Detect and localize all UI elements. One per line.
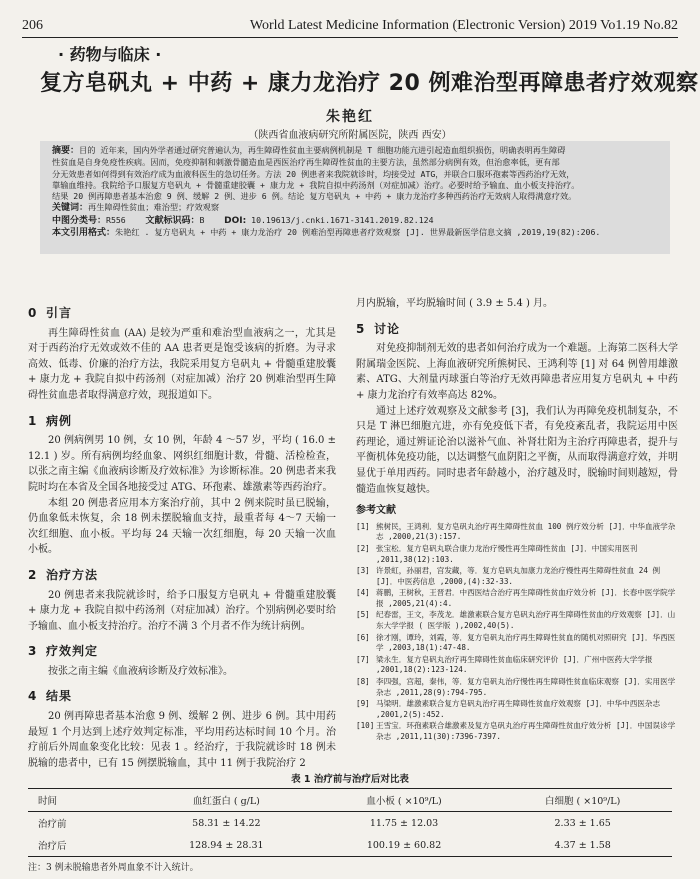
table-header: 白细胞 ( ×10⁹/L) [545,796,621,807]
paragraph: 按张之南主编《血液病诊断及疗效标准》。 [48,665,233,677]
section-tag: · 药物与临床 · [58,45,162,64]
reference-item: [3] 许景虹，孙丽君，宫发藏，等．复方皂矾丸加康力龙治疗慢性再生障碍性贫血 24 例 [J]．中医药信息 ,2000,(4):32-33. [356,566,661,586]
paragraph: 20 例患者来我院就诊时，给予口服复方皂矾丸 + 骨髓重建胶囊 + 康力龙 + 我院自拟中药汤剂（对症加减）治疗。个别病例必要时给予输血、血小板支持治疗。治疗不满 3 个月者不作为统计病例。 [28,589,336,632]
paragraph: 对免疫抑制剂无效的患者如何治疗成为一个难题。上海第二医科大学附属瑞金医院、上海血液研究所熊树民、王鸿利等 [1] 对 64 例曾用雄激素、ATG、大剂量丙球蛋白等治疗无效再障患者应用复方皂矾丸 + 中药 + 康力龙治疗有效率高达 82%。 [356,343,678,401]
paragraph: 20 例再障患者基本治愈 9 例、缓解 2 例、进步 6 例。其中用药最短 1 个月达到上述疗效判定标准，平均用药达标时间 10 个月。治疗前后外周血象变化比较：见表 1 。经治疗，于我院就诊时 18 例未脱输的患者中，已有 15 例摆脱输血，其中 11 例于我院治疗 2 [28,711,336,769]
reference-item: [4] 蒋鹏，王树秋，王晋君．中西医结合治疗再生障碍性贫血疗效分析 [J]．长春中医学院学报 ,2005,21(4):4. [356,588,676,608]
abstract-line: 靠输血维持。我院给予口服复方皂矾丸 + 骨髓重建胶囊 + 康力龙 + 我院自拟中药汤剂（对症加减）治疗。必要时给予输血、血小板支持治疗。 [52,179,580,190]
table-header: 血红蛋白 ( g/L) [192,796,260,807]
table-cell: 治疗前 [38,819,67,830]
table-cell: 58.31 ± 14.22 [192,817,261,829]
abstract-line: 结果 20 例再障患者基本治愈 9 例、缓解 2 例、进步 6 例。结论 复方皂矾丸 + 中药 + 康力龙治疗多种西药治疗无效病人取得满意疗效。 [52,191,577,202]
abstract-line: 分无效患者如何得到有效治疗成为血液科医生的急切任务。方法 20 例患者来我院就诊时，均接受过 ATG，并联合口服环孢素等西药治疗无效， [52,168,575,179]
table-row [28,834,672,857]
abstract-line: 性贫血是自身免疫性疾病。因而，免疫抑制和刺激骨髓造血是西医治疗再生障碍性贫血的主要方法，虽然部分病例有效，但治愈率低，更有部 [52,157,560,168]
author: 朱艳红 [326,109,374,125]
section-heading: 4 结果 [28,689,73,704]
paragraph: 再生障碍性贫血 (AA) 是较为严重和难治型血液病之一，尤其是对于西药治疗无效或效不佳的 AA 患者更是饱受该病的折磨。为寻求高效、低毒、价廉的治疗方法，我院采用复方皂矾丸 + 骨髓重建胶囊 + 康力龙 + 我院自拟中药汤剂（对症加减）治疗 20 例难治型再生障碍性贫血患者取得满意疗效，现报道如下。 [28,327,336,401]
citation-line: 本文引用格式：朱艳红 . 复方皂矾丸 + 中药 + 康力龙治疗 20 例难治型再障患者疗效观察 [J]. 世界最新医学信息文摘 ,2019,19(82):206. [52,227,601,239]
affiliation: （陕西省血液病研究所附属医院，陕西 西安） [248,130,452,141]
paragraph: 月内脱输，平均脱输时间 ( 3.9 ± 5.4 ) 月。 [356,298,554,309]
reference-item: [6] 徐才刚，谭玲，刘霞，等．复方皂矾丸治疗再生障碍性贫血的随机对照研究 [J]．华西医学 ,2003,18(1):47-48. [356,632,676,653]
table-header: 时间 [38,796,58,807]
table-cell: 治疗后 [38,841,67,852]
abstract-label: 摘要： [52,146,80,156]
reference-item: [5] 纪春雷，王文，李茂龙．雄激素联合复方皂矾丸治疗再生障碍性贫血的疗效观察 [J]．山东大学学报 ( 医学版 ),2002,40(5). [356,610,676,631]
reference-item: [1] 熊树民，王鸿利．复方皂矾丸治疗再生障碍性贫血 100 例疗效分析 [J]．中华血液学杂志 ,2000,21(3):157. [356,521,676,542]
reference-item: [2] 张宝松．复方皂矾丸联合康力龙治疗慢性再生障碍性贫血 [J]．中国实用医刊 ,2011,38(12):103. [356,543,638,564]
table-cell: 2.33 ± 1.65 [554,817,611,829]
table-header-row [28,789,672,812]
references-list [356,522,678,743]
classification-line: 中图分类号：R556 文献标识码：B DOI: 10.19613/j.cnki.1671-3141.2019.82.124 [52,214,434,226]
page-number: 206 [22,18,43,33]
paragraph: 本组 20 例患者应用本方案治疗前，其中 2 例来院时虽已脱输，仍血象低未恢复，余 18 例未摆脱输血支持，最重者每 4～7 天输一次红细胞、血小板。平均每 24 天输一次红细胞，每 20 天输一次血小板。 [28,497,336,556]
paragraph: 20 例病例男 10 例，女 10 例，年龄 4 ～57 岁，平均 ( 16.0 ± 12.1 ) 岁。所有病例均经血象、网织红细胞计数，骨髓、活检检查，以张之南主编《血液病诊断及疗效标准》为诊断标准。20 例患者来我院时均在本省及全国各地接受过 ATG、环孢素、雄激素等西药治疗。 [28,435,336,493]
abstract-box [40,141,670,254]
table-row [28,812,672,835]
table-header: 血小板 ( ×10⁹/L) [366,796,442,807]
section-heading: 3 疗效判定 [28,644,99,659]
table-cell: 128.94 ± 28.31 [189,839,264,851]
section-heading: 5 讨论 [356,321,401,336]
table-cell: 100.19 ± 60.82 [366,839,442,851]
reference-item: [9] 马梁明．雄激素联合复方皂矾丸治疗再生障碍性贫血疗效观察 [J]．中华中西医杂志 ,2001,2(5):452. [356,699,661,719]
reference-item: [7] 梁永生．复方皂矾丸治疗再生障碍性贫血临床研究评价 [J]．广州中医药大学学报 ,2001,18(2):123-124. [356,654,653,675]
journal-name: World Latest Medicine Information (Electronic Version) 2019 Vo1.19 No.82 [249,18,678,33]
paragraph: 通过上述疗效观察及文献参考 [3]，我们认为再障免疫机制复杂，不只是 T 淋巴细胞亢进，亦有免疫低下者，有免疫紊乱者，我院运用中医药理论，通过辨证论治以滋补气血、补肾壮阳为主治疗再障患者，提升与平衡机体免疫功能，以达调整气血阴阳之平衡，从而取得满意疗效，并明显优于单用西药。同时患者年龄越小，治疗越及时，脱输时间则越短，骨髓造血恢复越快。 [356,405,678,495]
references-heading: 参考文献 [356,505,396,517]
running-head [22,18,678,38]
results-table [28,788,672,857]
abstract-line: 摘要：目的 近年来，国内外学者通过研究普遍认为，再生障碍性贫血主要病例机制是 T 细胞功能亢进引起造血组织损伤，明确表明再生障碍 [52,145,566,156]
section-heading: 0 引言 [28,306,73,320]
reference-item: [10] 王雪宝．环孢素联合雄激素及复方皂矾丸治疗再生障碍性贫血疗效分析 [J]．中国误诊学杂志 ,2011,11(30):7396-7397. [356,721,676,741]
table-cell: 4.37 ± 1.58 [554,839,611,851]
keywords-line: 关键词：再生障碍性贫血；难治型；疗效观察 [52,202,220,214]
table-title: 表 1 治疗前与治疗后对比表 [291,774,409,785]
section-heading: 2 治疗方法 [28,567,99,582]
article-title: 复方皂矾丸 + 中药 + 康力龙治疗 20 例难治型再障患者疗效观察 [40,71,699,96]
table-note: 注：3 例未脱输患者外周血象不计入统计。 [28,863,199,873]
left-column [28,296,336,771]
results-table-block [28,771,672,873]
table-cell: 11.75 ± 12.03 [369,817,439,829]
section-heading: 1 病例 [28,413,73,428]
reference-item: [8] 李四强，宫超，秦伟，等．复方皂矾丸治疗慢性再生障碍性贫血临床观察 [J]．实用医学杂志 ,2011,28(9):794-795. [356,677,676,697]
right-column [356,296,678,744]
